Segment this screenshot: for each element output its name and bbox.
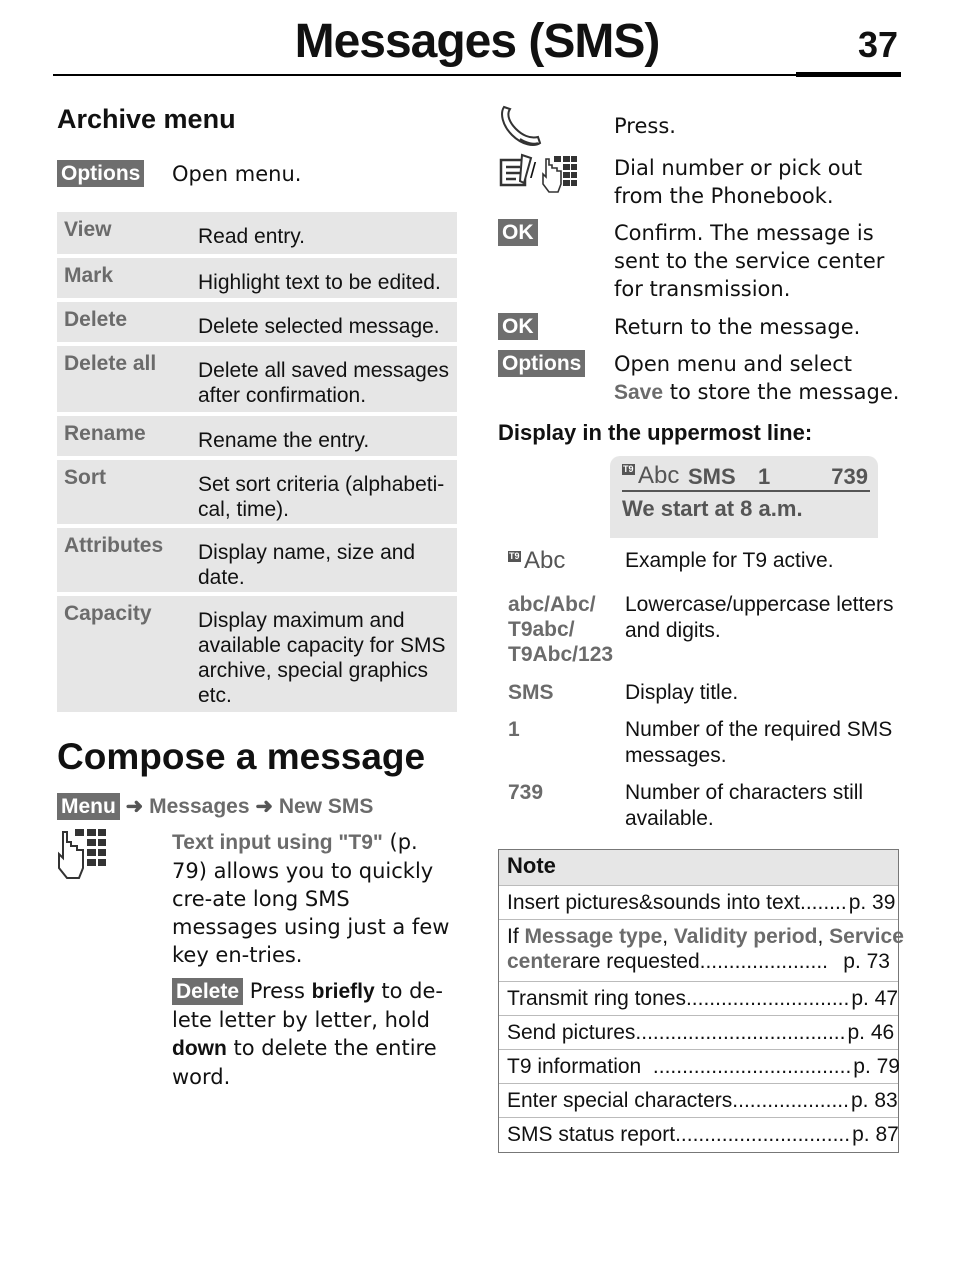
arrow-icon: ➜ [255, 795, 273, 818]
table-row [57, 528, 457, 592]
display-message-line: We start at 8 a.m. [622, 496, 803, 521]
table-row [57, 302, 457, 342]
path-messages: Messages [149, 795, 250, 818]
note-page: p. 87 [852, 1122, 899, 1146]
note-row[interactable] [499, 1083, 898, 1117]
dial-text: Dial number or pick out from the Phonebook. [614, 156, 863, 208]
keypad-icon [542, 155, 578, 193]
legend-row [508, 780, 900, 832]
legend-key-t9 [508, 548, 625, 576]
page-number: 37 [857, 24, 898, 65]
table-row [57, 596, 457, 712]
note-page: p. 83 [850, 1088, 898, 1112]
table-row [57, 212, 457, 254]
display-status-line [622, 462, 870, 492]
archive-key: Delete [64, 308, 128, 331]
header-rule-accent [796, 72, 901, 77]
abc-mode-icon: Abc [524, 547, 566, 574]
store-text: to store the message. [663, 380, 900, 404]
note-label: Enter special characters [507, 1088, 733, 1112]
options-softkey[interactable] [498, 350, 585, 377]
legend-row [508, 717, 900, 769]
display-sms: SMS [688, 464, 736, 489]
archive-key: Capacity [64, 602, 152, 625]
t9-link[interactable]: Text input using "T9" [172, 831, 383, 854]
archive-value: Display maximum and available capacity for SMS archive, special graphics etc. [198, 609, 446, 707]
note-text: If [507, 925, 525, 948]
note-text: are requested [570, 950, 700, 973]
archive-key: View [64, 218, 112, 241]
leader-dots: .................... [732, 1088, 849, 1112]
delete-text-a: Press [243, 979, 312, 1003]
note-row[interactable] [499, 1117, 898, 1151]
legend-key: 1 [508, 718, 520, 741]
page-title: Messages (SMS) [294, 15, 660, 68]
delete-text-c: to delete the entire word. [172, 1036, 437, 1089]
note-label: Send pictures [507, 1020, 636, 1044]
archive-value: Display name, size and date. [198, 541, 416, 589]
ok-key-label: OK [498, 219, 538, 246]
delete-softkey[interactable]: Delete [172, 978, 243, 1005]
archive-key: Rename [64, 422, 146, 445]
confirm-text: Confirm. The message is sent to the service center for transmission. [614, 221, 885, 301]
display-count: 1 [758, 464, 771, 489]
display-chars: 739 [831, 464, 868, 489]
save-label: Save [614, 381, 664, 404]
note-term: center [507, 950, 571, 973]
slash-separator: / [530, 158, 537, 183]
t9-badge: T9 [623, 464, 634, 474]
note-term: Validity period [673, 925, 818, 948]
note-page: p. 39 [848, 890, 896, 914]
open-select-text: Open menu and select [614, 352, 853, 376]
archive-menu-heading: Archive menu [57, 104, 236, 134]
legend-value: Display title. [625, 681, 739, 704]
note-row[interactable] [499, 981, 898, 1015]
delete-text-b: to de-lete letter by letter, hold [172, 979, 443, 1032]
note-label: SMS status report [507, 1122, 676, 1146]
legend-key: SMS [508, 681, 554, 704]
note-box [498, 849, 904, 1153]
legend-row [508, 548, 900, 576]
note-row[interactable] [499, 919, 904, 981]
note-label: Transmit ring tones [507, 986, 686, 1010]
note-row-line [507, 949, 890, 974]
note-row-line [507, 924, 904, 949]
ok-softkey[interactable] [498, 219, 538, 246]
archive-key: Sort [64, 466, 106, 489]
archive-value: Read entry. [198, 225, 305, 248]
delete-briefly: briefly [311, 980, 375, 1003]
ok-softkey-return[interactable] [498, 313, 538, 340]
archive-value: Rename the entry. [198, 429, 370, 452]
note-row[interactable] [499, 885, 898, 919]
compose-menu-path [57, 793, 373, 820]
archive-value: Delete all saved messages after confirmation. [198, 359, 449, 407]
leader-dots: ........ [800, 890, 847, 914]
menu-softkey[interactable]: Menu [57, 793, 120, 820]
note-label: T9 information [507, 1054, 653, 1078]
legend-key: abc/Abc/ T9abc/ T9Abc/123 [508, 593, 614, 666]
display-preview [610, 456, 878, 538]
archive-key: Attributes [64, 534, 164, 557]
legend-value: Example for T9 active. [625, 549, 834, 572]
leader-dots: .................................. [652, 1054, 852, 1078]
phonebook-icon [498, 155, 532, 191]
note-text: , [817, 925, 830, 948]
leader-dots: ...................... [699, 950, 828, 973]
archive-key: Delete all [64, 352, 157, 375]
table-row [57, 346, 457, 412]
compose-heading: Compose a message [57, 736, 426, 777]
legend-value: Lowercase/uppercase letters and digits. [625, 593, 894, 642]
delete-down: down [172, 1037, 227, 1060]
note-page: p. 73 [843, 950, 890, 973]
legend-value: Number of the required SMS messages. [625, 718, 893, 767]
archive-value: Set sort criteria (alphabeti-cal, time). [198, 473, 445, 521]
press-text: Press. [614, 114, 676, 138]
archive-value: Delete selected message. [198, 315, 440, 338]
leader-dots: .............................. [675, 1122, 851, 1146]
note-row[interactable] [499, 1015, 898, 1049]
leader-dots: ............................ [685, 986, 850, 1010]
note-term: Service [829, 925, 904, 948]
table-row [57, 460, 457, 524]
legend-value: Number of characters still available. [625, 781, 864, 830]
archive-options-text: Open menu. [172, 162, 302, 186]
header-rule [53, 74, 901, 76]
archive-options-softkey[interactable] [57, 160, 144, 187]
legend-row [508, 680, 900, 706]
note-page: p. 46 [847, 1020, 895, 1044]
note-page: p. 47 [851, 986, 899, 1010]
note-page: p. 79 [853, 1054, 900, 1078]
note-label: Insert pictures&sounds into text [507, 890, 800, 914]
return-text: Return to the message. [614, 315, 861, 339]
legend-key: 739 [508, 781, 544, 804]
options-key-label: Options [57, 160, 144, 187]
table-row [57, 258, 457, 298]
options-key-label: Options [498, 350, 585, 377]
note-term: Message type [524, 925, 663, 948]
t9-paragraph [172, 828, 457, 969]
display-heading: Display in the uppermost line: [498, 420, 813, 445]
abc-mode-icon: Abc [638, 462, 680, 489]
leader-dots: .................................... [635, 1020, 846, 1044]
path-new-sms: New SMS [278, 795, 374, 818]
note-row[interactable] [499, 1049, 898, 1083]
ok-key-label: OK [498, 313, 538, 340]
t9-description: (p. 79) allows you to quickly cre-ate long SMS messages using just a few key en-tries. [172, 830, 450, 967]
options-text [614, 350, 904, 407]
archive-menu-table [57, 212, 457, 716]
archive-key: Mark [64, 264, 114, 287]
legend-row [508, 592, 900, 667]
keypad-icon [57, 828, 107, 880]
note-text: , [662, 925, 674, 948]
archive-value: Highlight text to be edited. [198, 271, 441, 294]
arrow-icon: ➜ [125, 795, 144, 818]
delete-paragraph [172, 977, 457, 1091]
t9-badge: T9 [509, 551, 520, 561]
call-key-icon [498, 103, 542, 149]
table-row [57, 416, 457, 456]
note-heading: Note [499, 849, 898, 885]
